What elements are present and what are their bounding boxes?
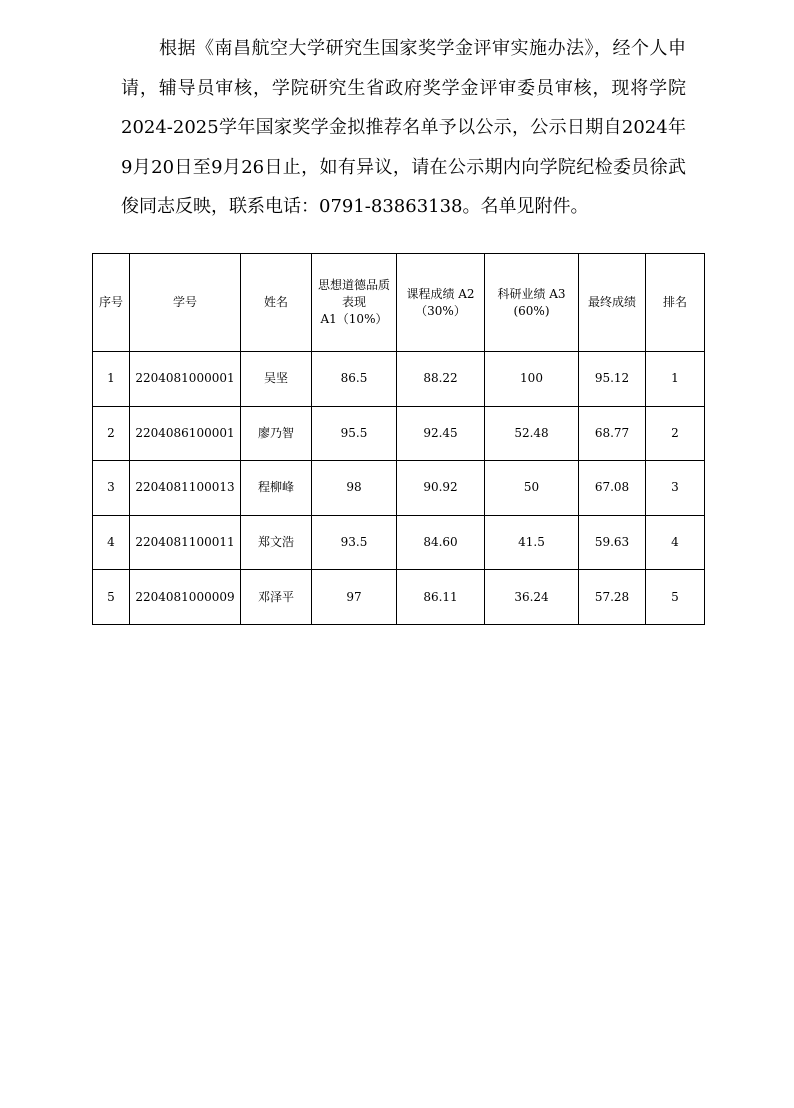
cell-a3: 50 xyxy=(485,461,579,516)
cell-student-id: 2204081000001 xyxy=(130,352,241,407)
cell-seq: 4 xyxy=(93,515,130,570)
header-a2-line2: （30%） xyxy=(415,303,466,318)
cell-a2: 92.45 xyxy=(397,406,485,461)
table-row xyxy=(93,406,705,461)
cell-a1: 97 xyxy=(312,570,397,625)
table-row xyxy=(93,352,705,407)
cell-student-id: 2204086100001 xyxy=(130,406,241,461)
header-a3-line1: 科研业绩 A3 xyxy=(497,286,566,301)
cell-seq: 2 xyxy=(93,406,130,461)
cell-rank: 4 xyxy=(646,515,705,570)
cell-a2: 90.92 xyxy=(397,461,485,516)
header-final: 最终成绩 xyxy=(579,254,646,352)
cell-rank: 1 xyxy=(646,352,705,407)
cell-a3: 36.24 xyxy=(485,570,579,625)
cell-final: 59.63 xyxy=(579,515,646,570)
cell-seq: 3 xyxy=(93,461,130,516)
header-student-id: 学号 xyxy=(130,254,241,352)
header-name: 姓名 xyxy=(241,254,312,352)
cell-a2: 86.11 xyxy=(397,570,485,625)
cell-name: 邓泽平 xyxy=(241,570,312,625)
cell-a3: 100 xyxy=(485,352,579,407)
header-a2 xyxy=(397,254,485,352)
cell-a3: 52.48 xyxy=(485,406,579,461)
table-header-row xyxy=(93,254,705,352)
cell-name: 程柳峰 xyxy=(241,461,312,516)
cell-a1: 98 xyxy=(312,461,397,516)
header-a2-line1: 课程成绩 A2 xyxy=(406,286,475,301)
table-row xyxy=(93,461,705,516)
cell-a1: 86.5 xyxy=(312,352,397,407)
cell-student-id: 2204081000009 xyxy=(130,570,241,625)
header-rank: 排名 xyxy=(646,254,705,352)
header-a1 xyxy=(312,254,397,352)
cell-name: 吴坚 xyxy=(241,352,312,407)
header-a1-line3: A1（10%） xyxy=(320,312,388,326)
header-a1-line2: 表现 xyxy=(341,295,366,309)
cell-a1: 93.5 xyxy=(312,515,397,570)
cell-student-id: 2204081100011 xyxy=(130,515,241,570)
header-seq: 序号 xyxy=(93,254,130,352)
header-a3 xyxy=(485,254,579,352)
cell-a1: 95.5 xyxy=(312,406,397,461)
cell-a2: 84.60 xyxy=(397,515,485,570)
cell-final: 57.28 xyxy=(579,570,646,625)
cell-final: 67.08 xyxy=(579,461,646,516)
cell-final: 68.77 xyxy=(579,406,646,461)
cell-rank: 3 xyxy=(646,461,705,516)
cell-student-id: 2204081100013 xyxy=(130,461,241,516)
cell-name: 郑文浩 xyxy=(241,515,312,570)
scholarship-table xyxy=(92,253,705,625)
cell-a2: 88.22 xyxy=(397,352,485,407)
cell-final: 95.12 xyxy=(579,352,646,407)
cell-rank: 5 xyxy=(646,570,705,625)
cell-seq: 5 xyxy=(93,570,130,625)
header-a3-line2: (60%) xyxy=(513,303,550,318)
cell-name: 廖乃智 xyxy=(241,406,312,461)
notice-paragraph: 根据《南昌航空大学研究生国家奖学金评审实施办法》，经个人申请，辅导员审核，学院研究生省政府奖学金评审委员审核，现将学院2024-2025学年国家奖学金拟推荐名单予以公示，公示日期自2024年9月20日至9月26日止，如有异议，请在公示期内向学院纪检委员徐武俊同志反映，联系电话：0791-83863138。名单见附件。 xyxy=(121,38,686,217)
header-a1-line1: 思想道德品质 xyxy=(317,278,390,292)
table-row xyxy=(93,570,705,625)
table-row xyxy=(93,515,705,570)
cell-a3: 41.5 xyxy=(485,515,579,570)
cell-seq: 1 xyxy=(93,352,130,407)
cell-rank: 2 xyxy=(646,406,705,461)
